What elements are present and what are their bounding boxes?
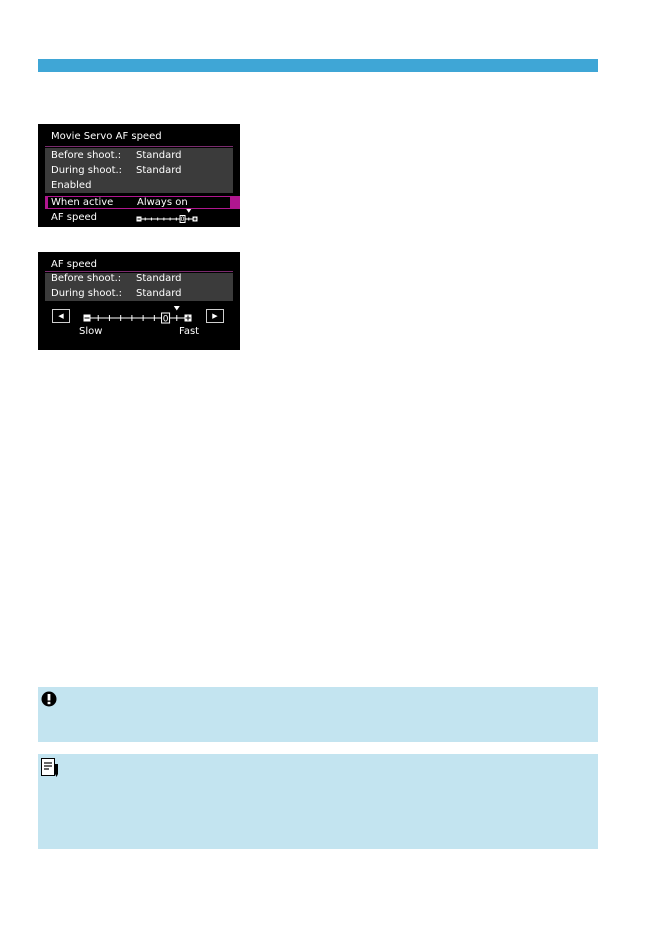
setting-value: Standard xyxy=(136,150,182,161)
setting-row-during-shoot xyxy=(51,163,231,178)
menu-item-af-speed[interactable] xyxy=(51,211,97,224)
left-arrow-icon: ◀ xyxy=(58,312,64,320)
zero-label: 0 xyxy=(180,216,185,223)
af-speed-screen xyxy=(38,252,240,350)
setting-value: Standard xyxy=(136,273,182,284)
af-speed-scale-mini xyxy=(134,208,204,224)
section-header-bar xyxy=(38,59,598,72)
right-arrow-icon: ▶ xyxy=(212,312,218,320)
screen-title: AF speed xyxy=(51,259,97,270)
setting-value: Standard xyxy=(136,288,182,299)
setting-label: During shoot.: xyxy=(51,165,123,176)
current-level-pointer xyxy=(186,209,191,213)
setting-row-before-shoot xyxy=(51,148,231,163)
slow-label: Slow xyxy=(79,326,103,337)
exclamation-circle-icon xyxy=(41,691,57,707)
settings-panel xyxy=(45,273,233,301)
menu-item-label: AF speed xyxy=(51,212,97,223)
zero-label: 0 xyxy=(162,314,169,325)
caution-box xyxy=(38,687,598,742)
screen-title: Movie Servo AF speed xyxy=(51,131,162,142)
decrease-button[interactable] xyxy=(52,309,70,323)
setting-label: Enabled xyxy=(51,180,92,191)
setting-label: Before shoot.: xyxy=(51,273,122,284)
increase-button[interactable] xyxy=(206,309,224,323)
setting-label: During shoot.: xyxy=(51,288,123,299)
current-level-pointer xyxy=(174,306,180,311)
setting-row-before-shoot xyxy=(51,271,231,286)
title-divider xyxy=(45,146,233,147)
af-speed-slider[interactable] xyxy=(78,305,198,327)
note-box xyxy=(38,754,598,849)
movie-servo-af-speed-screen xyxy=(38,124,240,227)
menu-item-value: Always on xyxy=(137,197,188,208)
setting-value: Standard xyxy=(136,165,182,176)
settings-panel xyxy=(45,148,233,193)
setting-row-during-shoot xyxy=(51,286,231,301)
setting-row-enabled xyxy=(51,178,231,193)
menu-item-label: When active xyxy=(51,197,114,208)
memo-pencil-icon xyxy=(41,758,59,778)
fast-label: Fast xyxy=(179,326,200,337)
setting-label: Before shoot.: xyxy=(51,150,122,161)
